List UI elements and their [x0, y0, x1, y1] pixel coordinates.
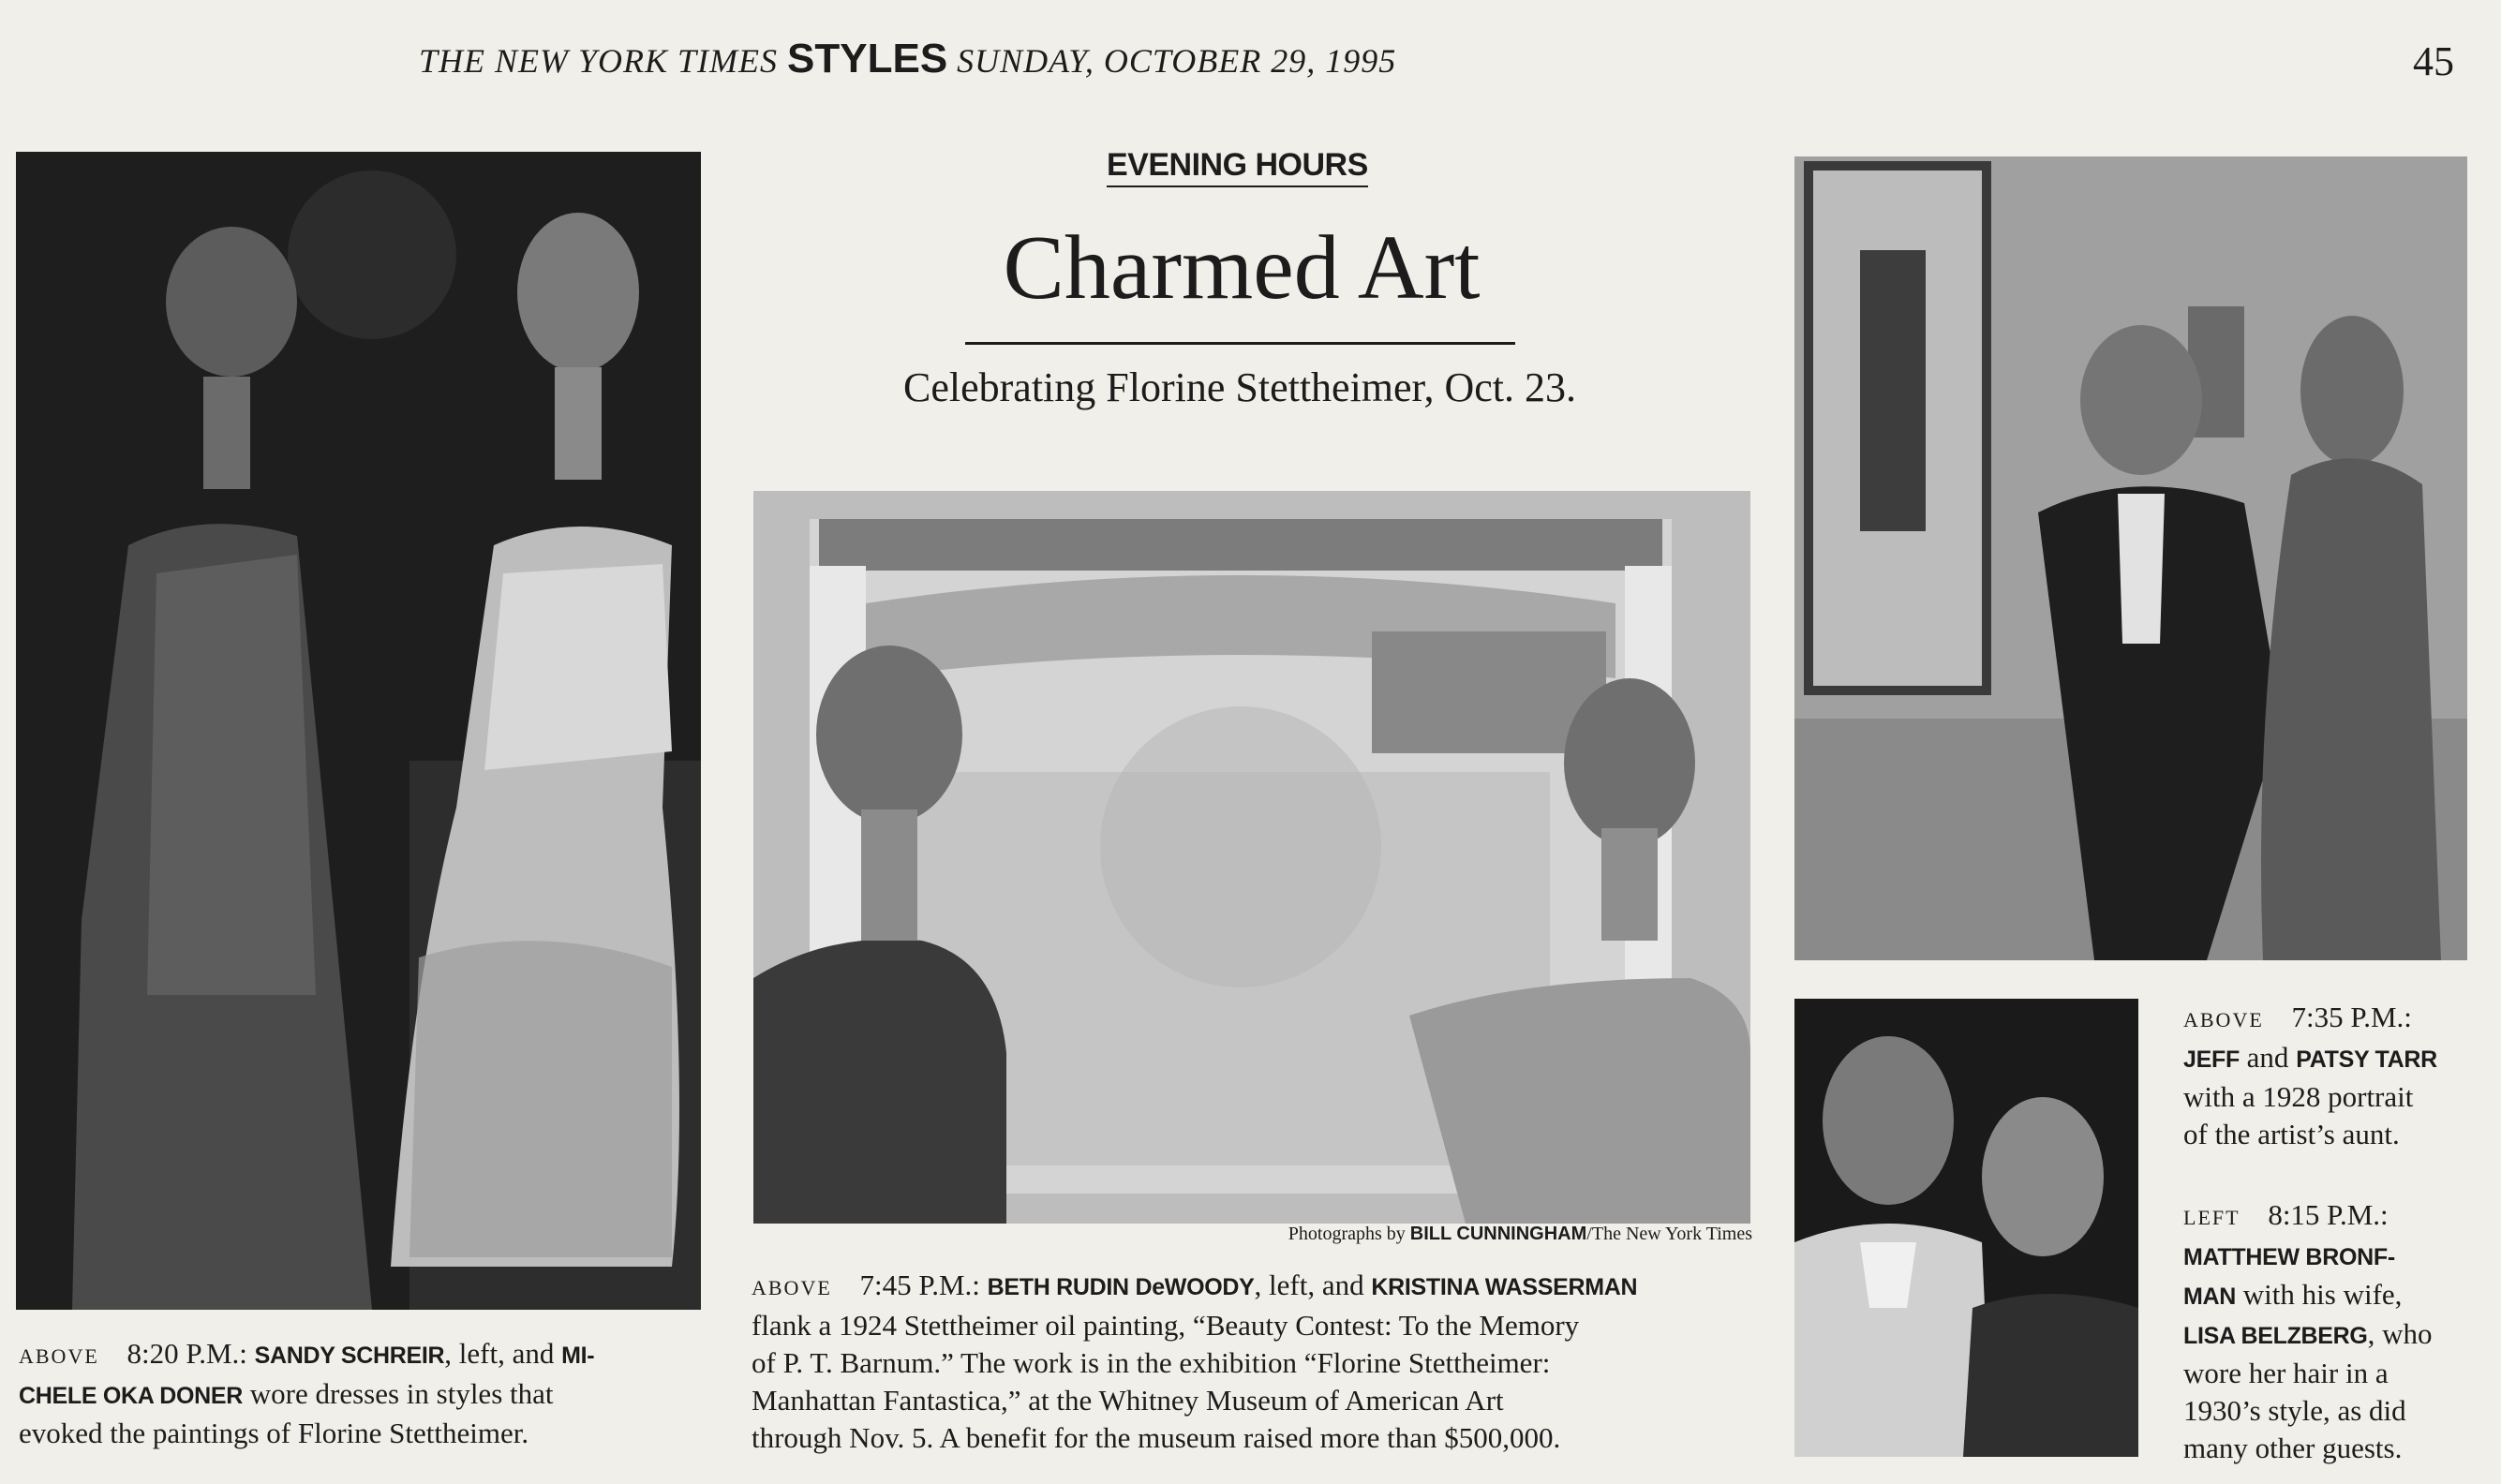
caption-name: PATSY TARR	[2296, 1046, 2437, 1073]
newspaper-name: THE NEW YORK TIMES	[419, 42, 779, 80]
caption-name: LISA BELZBERG	[2183, 1323, 2368, 1349]
caption-name: BETH RUDIN DeWOODY	[987, 1274, 1255, 1300]
caption-time: 8:20 P.M.:	[127, 1337, 247, 1370]
caption-label: ABOVE	[19, 1344, 99, 1368]
caption-right-top	[2183, 999, 2493, 1153]
caption-text: with his wife,	[2242, 1278, 2403, 1311]
caption-right-bottom-line4	[2183, 1315, 2493, 1355]
caption-left-line1	[19, 1335, 703, 1375]
caption-name: KRISTINA WASSERMAN	[1371, 1274, 1638, 1300]
caption-name: MI-	[561, 1343, 595, 1369]
caption-time: 8:15 P.M.:	[2268, 1198, 2389, 1231]
caption-text: wore her hair in a	[2183, 1357, 2389, 1389]
caption-center	[752, 1267, 1764, 1457]
caption-text: and	[2246, 1041, 2289, 1074]
credit-photographer: BILL CUNNINGHAM	[1409, 1224, 1587, 1244]
credit-prefix: Photographs by	[1288, 1224, 1406, 1244]
caption-right-bottom-line1	[2183, 1196, 2493, 1237]
caption-right-bottom-line3	[2183, 1276, 2493, 1315]
caption-text: of the artist’s aunt.	[2183, 1118, 2400, 1150]
page-number: 45	[2413, 38, 2454, 84]
masthead	[419, 36, 1396, 82]
caption-name: MAN	[2183, 1284, 2237, 1310]
caption-text: wore dresses in styles that	[249, 1377, 554, 1410]
caption-left-line2	[19, 1375, 703, 1415]
issue-date: SUNDAY, OCTOBER 29, 1995	[957, 42, 1397, 80]
caption-label: ABOVE	[2183, 1008, 2264, 1031]
headline: Charmed Art	[1003, 217, 1481, 319]
section-kicker: EVENING HOURS	[1107, 147, 1368, 187]
photo-schreir-doner	[16, 152, 701, 1310]
caption-time: 7:35 P.M.:	[2291, 1001, 2412, 1033]
caption-name: MATTHEW BRONF-	[2183, 1244, 2395, 1270]
deck: Celebrating Florine Stettheimer, Oct. 23.	[903, 364, 1576, 410]
caption-label: LEFT	[2183, 1206, 2240, 1229]
caption-text: , left, and	[1254, 1269, 1364, 1301]
caption-label: ABOVE	[752, 1276, 832, 1299]
caption-text: , who	[2367, 1317, 2433, 1350]
caption-time: 7:45 P.M.:	[859, 1269, 980, 1301]
caption-name: JEFF	[2183, 1046, 2240, 1073]
caption-right-top-line2	[2183, 1039, 2493, 1078]
photo-dewoody-wasserman	[753, 491, 1750, 1224]
caption-name: CHELE OKA DONER	[19, 1383, 244, 1409]
photo-jeff-patsy-tarr	[1794, 156, 2467, 960]
caption-text: evoked the paintings of Florine Stettheimer.	[19, 1417, 529, 1449]
caption-right-bottom	[2183, 1196, 2493, 1467]
caption-text: Manhattan Fantastica,” at the Whitney Museum of American Art	[752, 1384, 1504, 1417]
photo-bronfman-belzberg	[1794, 999, 2138, 1457]
photo-credit	[1153, 1224, 1752, 1245]
caption-text: of P. T. Barnum.” The work is in the exhibition “Florine Stettheimer:	[752, 1346, 1551, 1379]
caption-text: 1930’s style, as did	[2183, 1394, 2406, 1427]
caption-text: flank a 1924 Stettheimer oil painting, “Beauty Contest: To the Memory	[752, 1309, 1580, 1342]
caption-center-line1	[752, 1267, 1764, 1307]
caption-text: with a 1928 portrait	[2183, 1080, 2414, 1113]
caption-left	[19, 1335, 703, 1452]
caption-right-top-line1	[2183, 999, 2493, 1039]
caption-text: , left, and	[444, 1337, 555, 1370]
headline-rule	[965, 342, 1515, 345]
caption-text: through Nov. 5. A benefit for the museum raised more than $500,000.	[752, 1421, 1561, 1454]
credit-suffix: /The New York Times	[1586, 1224, 1752, 1244]
section-name: STYLES	[787, 36, 948, 82]
caption-right-bottom-line2	[2183, 1237, 2493, 1276]
caption-text: many other guests.	[2183, 1432, 2403, 1464]
caption-name: SANDY SCHREIR	[254, 1343, 445, 1369]
